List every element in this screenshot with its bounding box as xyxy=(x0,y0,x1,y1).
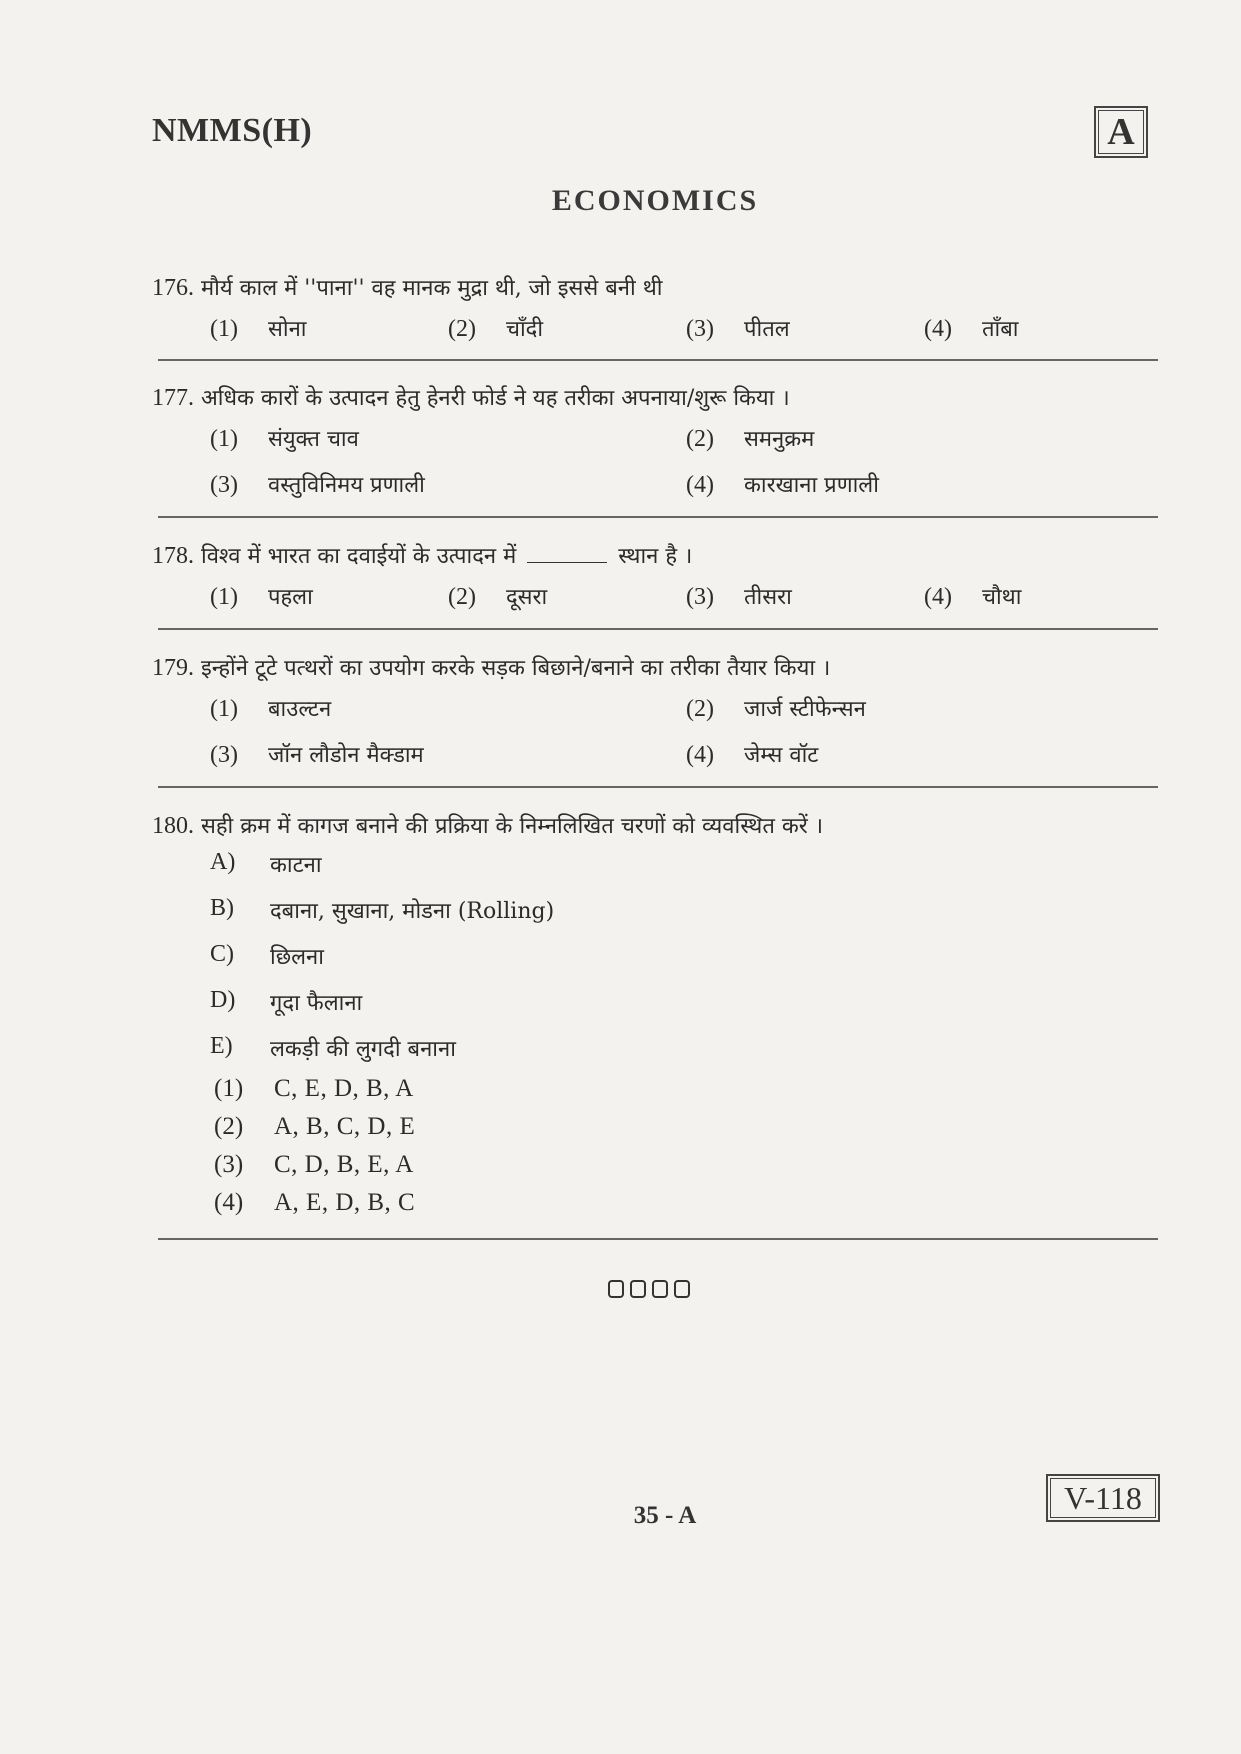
option-text: जार्ज स्टीफेन्सन xyxy=(744,697,866,722)
option-label: (4) xyxy=(924,316,952,342)
option-text: जॉन लौडोन मैक्डाम xyxy=(268,743,424,768)
question-178 xyxy=(152,540,1155,619)
option[interactable] xyxy=(210,313,306,343)
step-item xyxy=(152,843,1155,889)
end-mark-box xyxy=(608,1280,624,1298)
question-text: सही क्रम में कागज बनाने की प्रक्रिया के निम्नलिखित चरणों को व्यवस्थित करें । xyxy=(201,814,824,839)
option-label: (2) xyxy=(448,316,476,342)
option-label: (3) xyxy=(210,472,238,498)
question-stem xyxy=(152,382,1155,415)
option-label: (4) xyxy=(924,584,952,610)
option-label: (4) xyxy=(686,742,714,768)
option-label: (2) xyxy=(686,426,714,452)
booklet-code: V-118 xyxy=(1050,1478,1156,1518)
option-text: दूसरा xyxy=(506,585,548,610)
step-label: B) xyxy=(210,895,234,921)
step-item xyxy=(152,1027,1155,1073)
option-text: बाउल्टन xyxy=(268,697,332,722)
option[interactable] xyxy=(686,581,792,611)
option[interactable] xyxy=(152,1149,1155,1187)
question-text: इन्होंने टूटे पत्थरों का उपयोग करके सड़क बिछाने/बनाने का तरीका तैयार किया । xyxy=(201,656,831,681)
question-number: 179. xyxy=(152,655,194,681)
options-row xyxy=(152,415,1155,461)
option-label: (1) xyxy=(210,584,238,610)
option-text: A, E, D, B, C xyxy=(274,1189,416,1216)
option-text: तीसरा xyxy=(744,585,792,610)
step-label: C) xyxy=(210,941,234,967)
option[interactable] xyxy=(686,693,866,723)
subject-title: ECONOMICS xyxy=(551,184,759,217)
option[interactable] xyxy=(152,1073,1155,1111)
option-label: (2) xyxy=(448,584,476,610)
option-text: C, E, D, B, A xyxy=(274,1075,414,1102)
step-label: A) xyxy=(210,849,236,875)
step-text: काटना xyxy=(270,853,322,878)
option-text: सोना xyxy=(268,317,307,342)
step-label: E) xyxy=(210,1033,233,1059)
question-number: 178. xyxy=(152,543,194,569)
question-180 xyxy=(152,810,1155,1225)
options-row xyxy=(152,685,1155,731)
option-text: चौथा xyxy=(982,585,1022,610)
option[interactable] xyxy=(152,1111,1155,1149)
option[interactable] xyxy=(210,739,424,769)
option[interactable] xyxy=(448,313,543,343)
paper-code: NMMS(H) xyxy=(152,112,313,149)
options-row xyxy=(152,573,1155,619)
options-row xyxy=(152,731,1155,777)
step-label: D) xyxy=(210,987,236,1013)
option-label: (4) xyxy=(686,472,714,498)
option-text: कारखाना प्रणाली xyxy=(744,473,879,498)
option[interactable] xyxy=(152,1187,1155,1225)
question-stem xyxy=(152,810,1155,843)
end-of-section-mark xyxy=(608,1280,690,1298)
option[interactable] xyxy=(210,469,425,499)
option-label: (1) xyxy=(210,316,238,342)
option[interactable] xyxy=(448,581,547,611)
option-label: (1) xyxy=(210,426,238,452)
options-row xyxy=(152,305,1155,351)
option-label: (3) xyxy=(210,742,238,768)
question-177 xyxy=(152,382,1155,507)
divider xyxy=(158,516,1158,518)
question-stem xyxy=(152,272,1155,305)
option[interactable] xyxy=(686,739,818,769)
set-letter: A xyxy=(1098,110,1144,154)
option-text: जेम्स वॉट xyxy=(744,743,819,768)
end-mark-box xyxy=(652,1280,668,1298)
option-label: (3) xyxy=(686,584,714,610)
page-number: 35 - A xyxy=(633,1502,697,1529)
option-label: (2) xyxy=(214,1113,244,1140)
question-number: 180. xyxy=(152,813,194,839)
option-text: समनुक्रम xyxy=(744,427,815,452)
option[interactable] xyxy=(210,693,331,723)
option-text: ताँबा xyxy=(982,317,1019,342)
option-label: (3) xyxy=(214,1151,244,1178)
divider xyxy=(158,786,1158,788)
option-text: पहला xyxy=(268,585,313,610)
step-item xyxy=(152,935,1155,981)
step-text: गूदा फैलाना xyxy=(270,991,363,1016)
question-stem xyxy=(152,652,1155,685)
option[interactable] xyxy=(686,313,790,343)
end-mark-box xyxy=(674,1280,690,1298)
set-box xyxy=(1094,106,1148,158)
question-text: मौर्य काल में ''पाना'' वह मानक मुद्रा थी, जो इससे बनी थी xyxy=(201,276,663,301)
option-label: (4) xyxy=(214,1189,244,1216)
divider xyxy=(158,359,1158,361)
question-text: अधिक कारों के उत्पादन हेतु हेनरी फोर्ड ने यह तरीका अपनाया/शुरू किया । xyxy=(201,386,790,411)
option[interactable] xyxy=(686,423,814,453)
answer-blank xyxy=(527,542,607,563)
divider xyxy=(158,1238,1158,1240)
option-text: A, B, C, D, E xyxy=(274,1113,416,1140)
options-row xyxy=(152,461,1155,507)
option-label: (1) xyxy=(214,1075,244,1102)
question-text: विश्व में भारत का दवाईयों के उत्पादन में xyxy=(201,544,517,569)
option[interactable] xyxy=(210,423,359,453)
option[interactable] xyxy=(210,581,313,611)
option[interactable] xyxy=(686,469,879,499)
option-text: संयुक्त चाव xyxy=(268,427,359,452)
step-text: लकड़ी की लुगदी बनाना xyxy=(270,1037,456,1062)
option[interactable] xyxy=(924,313,1019,343)
option-label: (3) xyxy=(686,316,714,342)
option-label: (2) xyxy=(686,696,714,722)
step-item xyxy=(152,889,1155,935)
step-text: छिलना xyxy=(270,945,324,970)
option-text: चाँदी xyxy=(506,317,544,342)
end-mark-box xyxy=(630,1280,646,1298)
option-text: वस्तुविनिमय प्रणाली xyxy=(268,473,425,498)
step-text: दबाना, सुखाना, मोडना (Rolling) xyxy=(270,899,555,924)
divider xyxy=(158,628,1158,630)
question-stem xyxy=(152,540,1155,573)
option-text: पीतल xyxy=(744,317,790,342)
question-text-end: स्थान है । xyxy=(618,544,693,569)
question-number: 177. xyxy=(152,385,194,411)
question-number: 176. xyxy=(152,275,194,301)
step-item xyxy=(152,981,1155,1027)
question-179 xyxy=(152,652,1155,777)
question-176 xyxy=(152,272,1155,351)
option-text: C, D, B, E, A xyxy=(274,1151,414,1178)
option[interactable] xyxy=(924,581,1021,611)
option-label: (1) xyxy=(210,696,238,722)
